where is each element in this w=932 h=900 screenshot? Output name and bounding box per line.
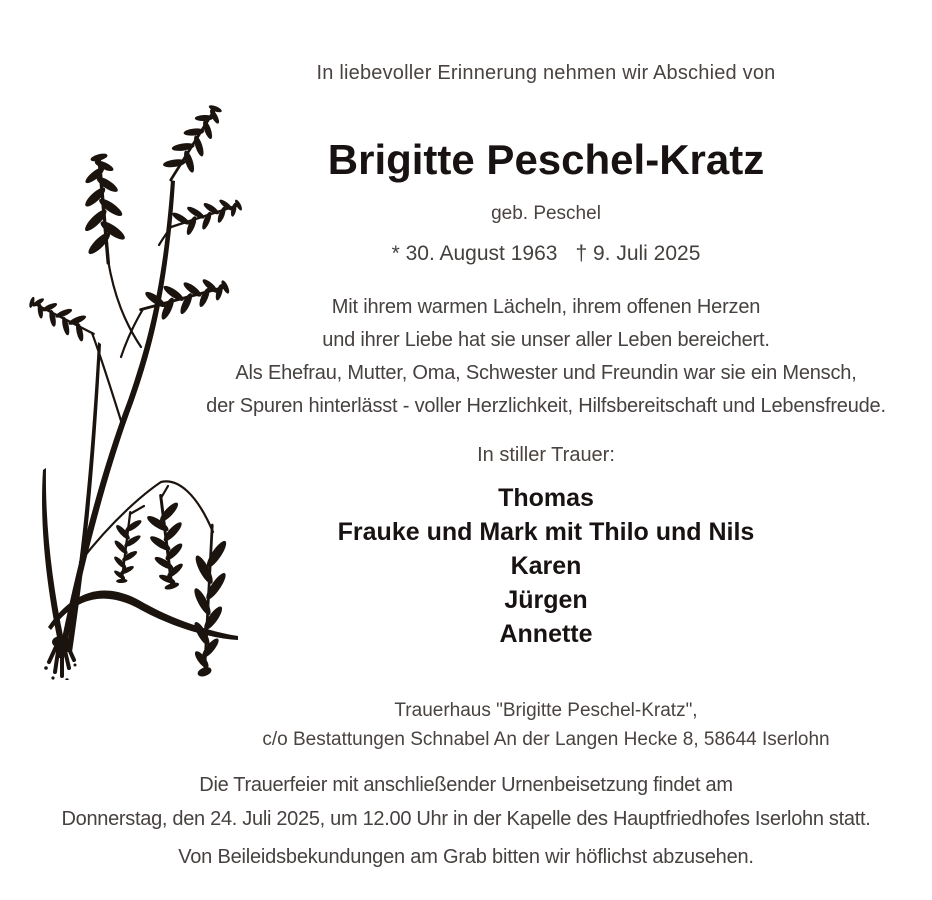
tribute-line: Als Ehefrau, Mutter, Oma, Schwester und Freundin war sie ein Mensch, [235,362,857,384]
died-dagger-symbol: † [575,242,588,265]
birth-part [392,242,558,265]
tribute-line: der Spuren hinterlässt - voller Herzlichkeit, Hilfsbereitschaft und Lebensfreude. [206,395,886,417]
funeral-home-line: c/o Bestattungen Schnabel An der Langen Hecke 8, 58644 Iserlohn [262,729,830,750]
ceremony-line: Donnerstag, den 24. Juli 2025, um 12.00 Uhr in der Kapelle des Hauptfriedhofes Iserlohn statt. [61,808,871,830]
mourner-name: Annette [499,620,593,648]
death-date: 9. Juli 2025 [592,242,701,265]
condolence-note: Von Beileidsbekundungen am Grab bitten wir höflichst abzusehen. [178,846,754,868]
mourner-name: Frauke und Mark mit Thilo und Nils [337,518,755,546]
ceremony-line: Die Trauerfeier mit anschließender Urnenbeisetzung findet am [199,774,733,796]
deceased-name: Brigitte Peschel-Kratz [327,136,765,183]
maiden-name: geb. Peschel [491,203,601,224]
born-star-symbol: * [391,242,400,265]
tribute-paragraph [160,291,932,423]
tribute-line: Mit ihrem warmen Lächeln, ihrem offenen Herzen [331,296,761,318]
death-part [575,242,700,265]
birth-date: 30. August 1963 [405,242,558,265]
tribute-line: und ihrer Liebe hat sie unser aller Leben bereichert. [322,329,770,351]
mourner-name: Jürgen [504,586,588,614]
funeral-home-line: Trauerhaus "Brigitte Peschel-Kratz", [394,700,698,721]
intro-line: In liebevoller Erinnerung nehmen wir Abschied von [316,62,776,84]
mourner-name: Karen [510,552,582,580]
mourning-label: In stiller Trauer: [477,444,615,466]
life-dates [160,242,932,266]
ceremony-details [0,768,932,836]
funeral-home-block [160,696,932,754]
mourner-name: Thomas [498,484,594,512]
mourners-list [160,481,932,651]
